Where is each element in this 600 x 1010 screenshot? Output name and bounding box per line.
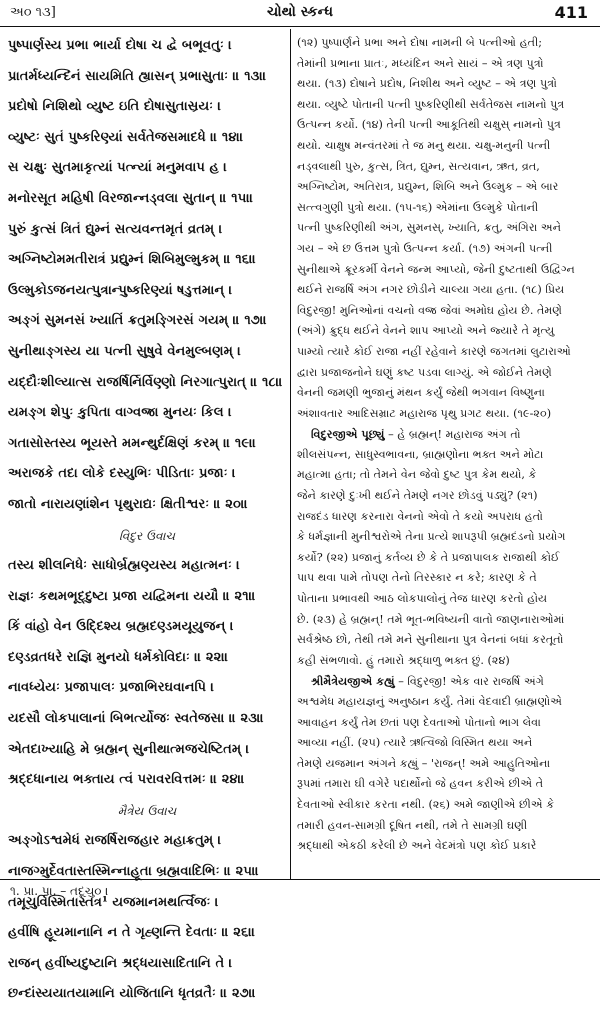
translation-line [297,774,593,795]
translation-text: સત્ત્વગુણી પુત્રો થયા. (૧૫-૧૬) એમાંના ઉલ્મુકે પોતાની [297,200,539,214]
speaker-label: વિદુરજીએ પૂછ્યું [311,427,385,442]
translation-text: ઉત્પન્ન કર્યો. (૧૪) તેની પત્ની આકૂતિથી ચક્ષુસ્ નામનો પુત્ર [297,118,561,132]
translation-line [297,445,593,466]
speaker-heading: વિદુર ઉવાચ [118,528,175,543]
translation-text: પોતાના પ્રભાવથી આઠ લોકપાલોનું તેજ ધારણ કરતો હોય [297,592,548,606]
verse-line: પુષ્પાર્ણસ્ય પ્રભા ભાર્યા દોષા ચ દ્વે બભૂવતુઃ । [8,38,232,53]
translation-text: – વિદુરજી! એક વાર રાજર્ષિ અંગે [394,675,544,689]
translation-text: (અંગે) ક્રુદ્ધ થઈને વેનને શાપ આપ્યો અને જ્યારે તે મૃત્યુ [297,324,555,338]
translation-text: – હે બ્રહ્મન્! મહારાજ અંગ તો [384,428,521,442]
translation-line [297,342,593,363]
translation-text: આવ્યા નહીં. (૨૫) ત્યારે ઋત્વિજો વિસ્મિત થયા અને [297,736,533,750]
verse-line: અઙ્ગં સુમનસં ખ્યાતિં ક્રતુમઙ્ગિરસં ગયમ્ ॥ ૧૭॥ [8,313,267,329]
speaker-heading: મૈત્રેય ઉવાચ [117,803,177,818]
translation-line [297,651,593,672]
translation-text: પત્ની પુષ્કરિણીથી અંગ, સુમનસ્, ખ્યાતિ, ક્રતુ, અંગિરા અને [297,221,562,235]
translation-text: મહાત્મા હતા; તો તેમને વેન જેવો દુષ્ટ પુત્ર કેમ થયો, કે [297,468,537,482]
verse-line: હવીંષિ હૂયમાનાનિ ન તે ગૃહ્ણન્તિ દેવતાઃ ॥ ૨૬॥ [8,925,256,941]
translation-line [297,507,593,528]
translation-line [297,527,593,548]
translation-line [297,218,593,239]
translation-line [297,260,593,281]
translation-line [297,568,593,589]
translation-text: નડ્વલાથી પુરુ, કુત્સ, ત્રિત, દ્યુમ્ન, સત્યવાન, ઋત, વ્રત, [297,159,540,173]
chapter-reference: અ૦ ૧૩] [10,5,56,20]
translation-text: રૂપમાં તમારા ઘી વગેરે પદાર્થોનો જે હવન કરીએ છીએ તે [297,777,544,791]
translation-text: કહી સંભળાવો. હું તમારો શ્રદ્ધાળુ ભક્ત છું. (૨૪) [297,653,510,667]
translation-text: પામ્યો ત્યારે કોઈ રાજા નહીં રહેવાને કારણે જગતમાં લુટારાઓ [297,344,571,358]
translation-text: થયો. ચાક્ષુષ મન્વંતરમાં તે જ મનુ થયા. ચક્ષુ-મનુની પત્ની [297,138,551,152]
footnote: ૧. પ્રા. પા. – તદૂચુ૦ । [10,884,109,898]
translation-text: અશ્વમેધ મહાયજ્ઞનું અનુષ્ઠાન કર્યું. તેમાં વેદવાદી બ્રાહ્મણોએ [297,695,563,708]
translation-text: વિદુરજી! મુનિઓનાં વચનો વજ્ર જેવાં અમોઘ હોય છે. તેમણે [297,303,563,317]
gujarati-translation-column [297,33,593,857]
translation-text: વેનની જમણી ભુજાનું મંથન કર્યું જેથી ભગવાન વિષ્ણુના [297,386,545,400]
translation-line [297,713,593,734]
translation-line [297,198,593,219]
translation-text: અગ્નિષ્ટોમ, અતિરાત્ર, પ્રદ્યુમ્ન, શિબિ અને ઉલ્મુક – એ બાર [297,180,559,194]
verse-line: તસ્ય શીલનિધેઃ સાધોર્બ્રહ્મણ્યસ્ય મહાત્મનઃ । [8,558,240,574]
translation-text: તેમાંની પ્રભાના પ્રાતઃ, મધ્યંદિન અને સાયં – એ ત્રણ પુત્રો [297,56,544,70]
translation-line [297,795,593,816]
verse-line: અઙ્ગોઽશ્વમેધં રાજર્ષિરાજહાર મહાક્રતુમ્ । [8,833,222,849]
translation-line [297,74,593,95]
column-divider [290,29,291,879]
translation-line [297,383,593,404]
translation-line [297,33,593,54]
verse-line: નાવધ્યેયઃ પ્રજાપાલઃ પ્રજાભિરઘવાનપિ । [8,680,215,696]
book-section-title: ચોથો સ્કન્ધ [266,4,334,20]
verse-line: યમઙ્ગ શેપુઃ કુપિતા વાગ્વજ્રા મુનયઃ કિલ । [8,405,232,421]
verse-line: યદ્દૌઃશીલ્યાત્સ રાજર્ષિર્નિર્વિણ્ણો નિરગાત્પુરાત્ ॥ ૧૮॥ [8,374,283,390]
translation-text: જેને કારણે દુઃખી થઈને તેમણે નગર છોડવું પડ્યું? (૨૧) [297,489,538,503]
translation-text: કે ધર્મજ્ઞાની મુનીશ્વરોએ તેના પ્રત્યે શાપરૂપી બ્રહ્મદંડનો પ્રયોગ [297,530,566,544]
verse-line: એતદાખ્યાહિ મે બ્રહ્મન્ સુનીથાત્મજચેષ્ટિતમ્ । [8,741,250,757]
translation-line [297,321,593,342]
verse-line: પ્રાતર્મધ્યન્દિનં સાયમિતિ હ્યાસન્ પ્રભાસુતાઃ ॥ ૧૩॥ [8,68,267,84]
verse-line: પ્રદોષો નિશિથો વ્યુષ્ટ ઇતિ દોષાસુતાસ્રયઃ । [8,99,222,115]
translation-text: દેવતાઓ સ્વીકાર કરતા નથી. (૨૬) અમે જાણીએ છીએ કે [297,797,555,811]
translation-line [297,239,593,260]
translation-line [297,754,593,775]
translation-line [297,404,593,425]
translation-line [297,363,593,384]
verse-line: ઉલ્મુકોઽજનયત્પુત્રાન્પુષ્કરિણ્યાં ષડુત્તમાન્ । [8,282,233,298]
verse-line: મનોરસૂત મહિષી વિરજાન્નડ્વલા સુતાન્ ॥ ૧૫॥ [8,190,254,206]
translation-line [297,465,593,486]
page-number: 411 [554,3,588,22]
verse-line: રાજન્ હવીંષ્યદુષ્ટાનિ શ્રદ્ધયાસાદિતાનિ તે । [8,955,233,971]
translation-line [297,301,593,322]
translation-line [297,280,593,301]
translation-text: ગય – એ છ ઉત્તમ પુત્રો ઉત્પન્ન કર્યા. (૧૭) અંગની પત્ની [297,241,553,255]
verse-line: છન્દાંસ્યયાતયામાનિ યોજિતાનિ ધૃતવ્રતૈઃ ॥ ૨૭॥ [8,986,256,1002]
page-header [0,0,600,27]
translation-text: થયા. (૧૩) દોષાને પ્રદોષ, નિશીથ અને વ્યુષ્ટ – એ ત્રણ પુત્રો [297,77,557,91]
translation-text: શ્રદ્ધાથી એકઠી કરેલી છે અને વેદમંત્રો પણ કોઈ પ્રકારે [297,839,537,853]
verse-line: અરાજકે તદા લોકે દસ્યુભિઃ પીડિતાઃ પ્રજાઃ । [8,466,236,482]
verse-line: સ ચક્ષુઃ સુતમાકૃત્યાં પત્ન્યાં મનુમવાપ હ । [8,160,228,176]
verse-line: નાજગ્મુર્દેવતાસ્તસ્મિન્નાહૂતા બ્રહ્મવાદિભિઃ ॥ ૨૫॥ [8,864,260,880]
speaker-label: શ્રીમૈત્રેયજીએ કહ્યું [311,674,395,689]
verse-line: રાજ્ઞઃ કથમભૂદ્દુષ્ટા પ્રજા યદ્વિમના યયૌ ॥ ૨૧॥ [8,588,256,604]
translation-text: તમારી હવન-સામગ્રી દૂષિત નથી, તમે તે સામગ્રી ઘણી [297,818,528,832]
verse-line: શ્રદ્દધાનાય ભક્તાય ત્વં પરાવરવિત્તમઃ ॥ ૨૪॥ [8,772,245,788]
translation-line [297,95,593,116]
translation-text: શીલસંપન્ન, સાધુસ્વભાવના, બ્રાહ્મણોના ભક્ત અને મોટા [297,447,544,461]
translation-line [297,177,593,198]
verse-line: દણ્ડવ્રતધરે રાજ્ઞિ મુનયો ધર્મકોવિદાઃ ॥ ૨૨॥ [8,649,229,665]
translation-line [297,136,593,157]
translation-text: થઈને રાજર્ષિ અંગ નગર છોડીને ચાલ્યા ગયા હતા. (૧૮) પ્રિય [297,283,565,297]
translation-text: થયા. વ્યુષ્ટે પોતાની પત્ની પુષ્કરિણીથી સર્વતેજસ નામનો પુત્ર [297,97,565,111]
translation-line [297,671,593,692]
translation-line [297,589,593,610]
translation-line [297,548,593,569]
translation-text: (૧૨) પુષ્પાર્ણને પ્રભા અને દોષા નામની બે પત્નીઓ હતી; [297,36,543,49]
verse-line: કિં વાંહો વેન ઉદ્દિશ્ય બ્રહ્મદણ્ડમયૂયુજન્ । [8,619,234,635]
translation-line [297,836,593,857]
verse-line: જાતો નારાયણાંશેન પૃથુરાદ્યઃ ક્ષિતીશ્વરઃ ॥ ૨૦॥ [8,496,248,512]
translation-text: સુનીથાએ ક્રૂરકર્મી વેનને જન્મ આપ્યો, જેની દુષ્ટતાથી ઉદ્વિગ્ન [297,262,575,276]
translation-text: તેમણે યજમાન અંગને કહ્યું – 'રાજન્! અમે આહુતિઓના [297,756,551,770]
translation-line [297,610,593,631]
translation-line [297,486,593,507]
translation-text: કર્યો? (૨૨) પ્રજાનું કર્તવ્ય છે કે તે પ્રજાપાલક રાજાથી કોઈ [297,550,560,564]
verse-line: તમૂચુર્વિસ્મિતાસ્તત્ર¹ યજમાનમથર્ત્વિજઃ । [8,894,219,910]
translation-line [297,733,593,754]
verse-line: સુનીથાઙ્ગસ્ય યા પત્ની સુષુવે વેનમુલ્બણમ્ । [8,343,242,359]
footnote-rule [0,879,600,880]
verse-line: વ્યુષ્ટઃ સુતં પુષ્કરિણ્યાં સર્વતેજસમાદધે ॥ ૧૪॥ [8,129,244,145]
translation-line [297,54,593,75]
translation-line [297,630,593,651]
translation-text: છે. (૨૩) હે બ્રહ્મન્! તમે ભૂત-ભવિષ્યની વાતો જાણનારાઓમાં [297,612,565,626]
translation-text: પાપ થવા પામે તોપણ તેનો તિરસ્કાર ન કરે; કારણ કે તે [297,571,537,585]
translation-text: અંશાવતાર આદિસમ્રાટ મહારાજ પૃથુ પ્રગટ થયા. (૧૯-૨૦) [297,406,552,420]
verse-line: અગ્નિષ્ટોમમતીરાત્રં પ્રદ્યુમ્નં શિબિમુલ્મુકમ્ ॥ ૧૬॥ [8,252,257,268]
verse-line: પુરું કુત્સં ત્રિતં દ્યુમ્નં સત્યવન્તમૃતં વ્રતમ્ । [8,221,223,237]
translation-line [297,692,593,713]
translation-text: સર્વશ્રેષ્ઠ છો, તેથી તમે મને સુનીથાના પુત્ર વેનનાં બધાં કરતૂતો [297,633,564,647]
translation-line [297,157,593,178]
translation-text: આવાહન કર્યું તેમ છતાં પણ દેવતાઓ પોતાનો ભાગ લેવા [297,715,541,729]
verse-line: યદસૌ લોકપાલાનાં બિભર્ત્યોજઃ સ્વતેજસા ॥ ૨૩॥ [8,711,265,727]
translation-line [297,424,593,445]
translation-text: રાજદંડ ધારણ કરનારા વેનનો એવો તે કયો અપરાધ હતો [297,509,543,523]
sanskrit-verse-column [8,31,286,1010]
verse-line: ગતાસોસ્તસ્ય ભૂયસ્તે મમન્થુર્દક્ષિણં કરમ્ ॥ ૧૯॥ [8,435,257,451]
translation-line [297,115,593,136]
translation-line [297,816,593,837]
translation-text: દ્વારા પ્રજાજનોને ઘણું કષ્ટ પડવા લાગ્યું. એ જોઈને તેમણે [297,365,552,379]
